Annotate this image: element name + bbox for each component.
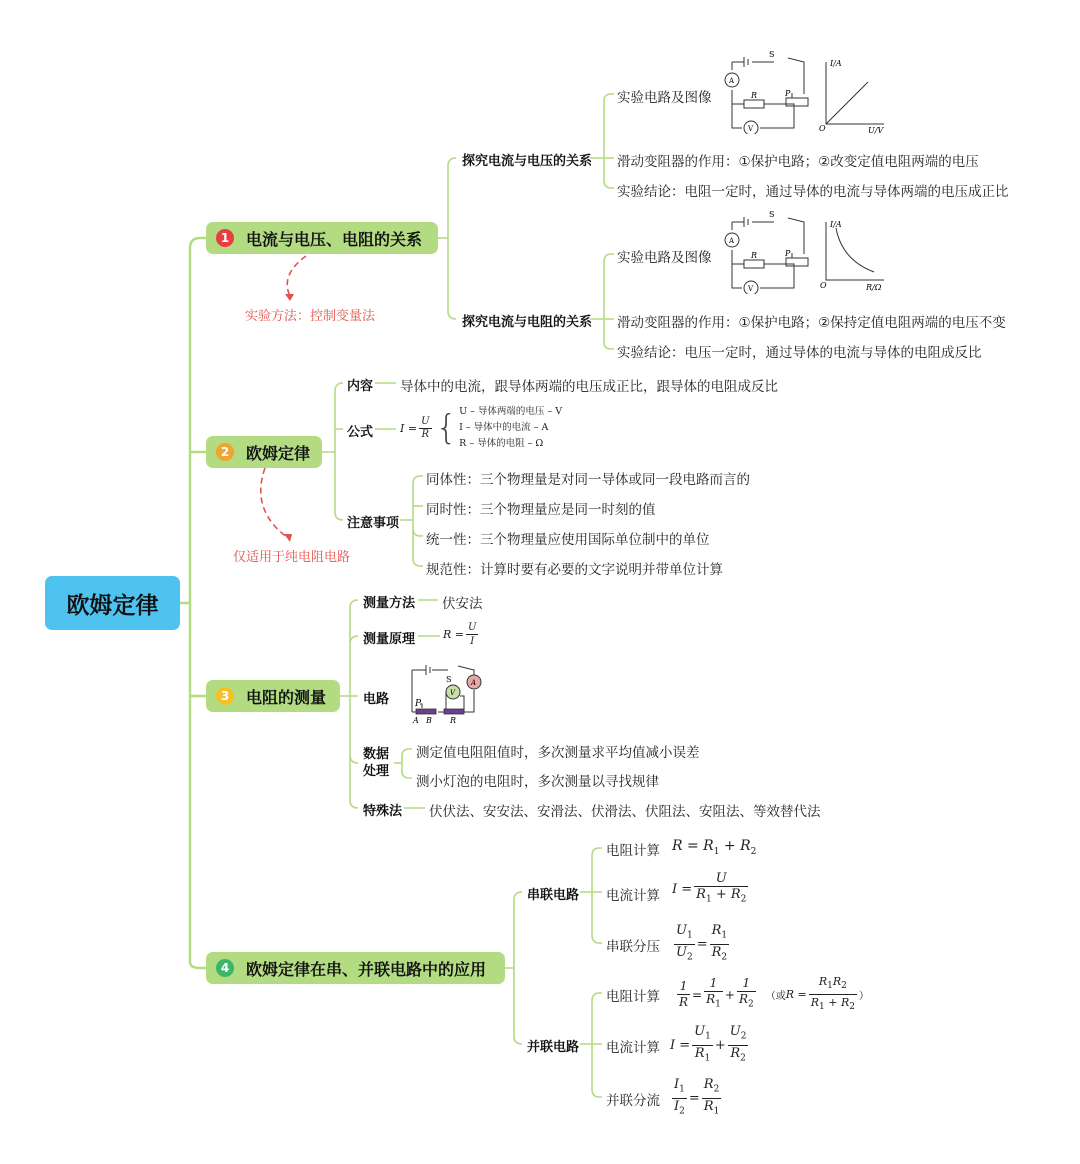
leaf-special-text: 伏伏法、安安法、安滑法、伏滑法、伏阻法、安阻法、等效替代法	[429, 804, 821, 820]
brace-icon: {	[435, 408, 458, 448]
leaf-note-4: 规范性：计算时要有必要的文字说明并带单位计算	[426, 562, 723, 578]
sub-resistance-relation[interactable]: 探究电流与电阻的关系	[462, 315, 593, 330]
voltmeter-label-2: V	[748, 285, 754, 293]
sub-series[interactable]: 串联电路	[527, 888, 580, 903]
formula-def-u: U – 导体两端的电压 – V	[459, 406, 563, 417]
circuit-diagram-3	[408, 660, 486, 726]
leaf-conclusion-2: 实验结论：电压一定时，通过导体的电流与导体的电阻成反比	[617, 345, 982, 361]
graph-iu-origin: O	[819, 124, 826, 133]
formula-def-i: I – 导体中的电流 – A	[459, 422, 549, 433]
ohm-formula	[400, 404, 562, 452]
circuit-diagram-2	[722, 208, 812, 294]
formula-defs	[459, 404, 562, 452]
leaf-parallel-current: 电流计算	[606, 1040, 660, 1056]
switch-label-2: S	[769, 210, 775, 219]
sub-special[interactable]: 特殊法	[363, 804, 403, 819]
leaf-method-text: 伏安法	[442, 596, 483, 612]
resistor-label-2: R	[751, 251, 758, 260]
number-badge-1: 1	[216, 229, 234, 247]
resistor-label-3: R	[450, 716, 457, 725]
leaf-note-3: 统一性：三个物理量应使用国际单位制中的单位	[426, 532, 710, 548]
leaf-series-resistance: 电阻计算	[606, 843, 660, 859]
leaf-note-1: 同体性：三个物理量是对同一导体或同一段电路而言的	[426, 472, 750, 488]
number-badge-4: 4	[216, 959, 234, 977]
sub-parallel[interactable]: 并联电路	[527, 1040, 580, 1055]
ammeter-label-1: A	[729, 77, 735, 85]
slider-label-3: P	[415, 699, 422, 709]
leaf-note-2: 同时性：三个物理量应是同一时刻的值	[426, 502, 656, 518]
graph-ir-xlabel: R/Ω	[866, 283, 882, 292]
ammeter-label-3: A	[471, 679, 477, 687]
leaf-conclusion-1: 实验结论：电阻一定时，通过导体的电流与导体两端的电压成正比	[617, 184, 1009, 200]
parallel-resistance-formula: $\frac{1}{R}$ = $\frac{1}{R_1}$ + $\frac{1}{R_2}$ （或 R = $\frac{R_1R_2}{R_1 + R_2}$ ）	[679, 975, 869, 1013]
sub-method[interactable]: 测量方法	[363, 596, 416, 611]
root-node[interactable]: 欧姆定律	[45, 576, 180, 630]
note-arrowheads	[284, 294, 294, 542]
voltmeter-label-3: V	[450, 689, 456, 697]
sub-data-line1: 数据	[363, 747, 390, 762]
parallel-alt-prefix: （或	[765, 991, 786, 1003]
sub-data-line2: 处理	[363, 764, 390, 779]
branch-2-node[interactable]	[206, 436, 322, 468]
series-divider-formula: $\frac{U_1}{U_2}$ = $\frac{R_1}{R_2}$	[676, 923, 728, 963]
graph-ir-origin: O	[820, 281, 827, 290]
branch-2-label: 欧姆定律	[245, 443, 310, 463]
parallel-current-formula: I = $\frac{U_1}{R_1}$ + $\frac{U_2}{R_2}$	[670, 1024, 747, 1064]
branch-1-label: 电流与电压、电阻的关系	[246, 229, 423, 249]
sub-circuit[interactable]: 电路	[363, 692, 390, 707]
terminal-a-label: A	[413, 716, 419, 725]
branch-1-node[interactable]	[206, 222, 438, 254]
slider-label-2: P	[785, 249, 791, 258]
sub-data-processing[interactable]	[363, 746, 389, 780]
switch-label-3: S	[446, 675, 452, 684]
leaf-circuit-graph-2: 实验电路及图像	[617, 250, 712, 266]
leaf-content-text: 导体中的电流，跟导体两端的电压成正比，跟导体的电阻成反比	[400, 379, 778, 395]
formula-fraction: $\frac{U}{R}$	[421, 415, 430, 440]
branch-3-label: 电阻的测量	[246, 687, 327, 707]
number-badge-3: 3	[216, 687, 234, 705]
leaf-parallel-resistance: 电阻计算	[606, 989, 660, 1005]
graph-iu	[818, 56, 890, 136]
sub-principle[interactable]: 测量原理	[363, 632, 416, 647]
sub-content[interactable]: 内容	[347, 379, 374, 394]
sub-notes[interactable]: 注意事项	[347, 516, 400, 531]
note-arrows	[261, 256, 306, 538]
resistor-label-1: R	[751, 91, 758, 100]
leaf-rheostat-role-1: 滑动变阻器的作用：①保护电路；②改变定值电阻两端的电压	[617, 154, 979, 170]
circuit-diagram-1	[722, 48, 812, 134]
leaf-circuit-graph-1: 实验电路及图像	[617, 90, 712, 106]
series-current-formula: I = $\frac{U}{R_1 + R_2}$	[672, 871, 747, 905]
leaf-rheostat-role-2: 滑动变阻器的作用：①保护电路；②保持定值电阻两端的电压不变	[617, 315, 1006, 331]
ammeter-label-2: A	[729, 237, 735, 245]
switch-label-1: S	[769, 50, 775, 59]
formula-def-r: R – 导体的电阻 – Ω	[459, 438, 544, 449]
leaf-data-2: 测小灯泡的电阻时，多次测量以寻找规律	[416, 774, 659, 790]
branch-4-label: 欧姆定律在串、并联电路中的应用	[246, 959, 487, 979]
formula-lhs: I =	[400, 421, 418, 435]
branch-1-note: 实验方法：控制变量法	[245, 309, 376, 324]
graph-ir-ylabel: I/A	[830, 220, 842, 229]
main-connectors	[180, 238, 206, 968]
leaf-parallel-divider: 并联分流	[606, 1093, 660, 1109]
leaf-series-current: 电流计算	[606, 888, 660, 904]
leaf-data-1: 测定值电阻阻值时，多次测量求平均值减小误差	[416, 745, 700, 761]
graph-iu-xlabel: U/V	[868, 126, 884, 135]
branch-4-node[interactable]	[206, 952, 505, 984]
sub-voltage-relation[interactable]: 探究电流与电压的关系	[462, 154, 593, 169]
principle-formula: R = $\frac{U}{I}$	[443, 622, 477, 647]
number-badge-2: 2	[216, 443, 234, 461]
terminal-b-label: B	[426, 716, 432, 725]
leaf-series-divider: 串联分压	[606, 939, 660, 955]
parallel-alt-suffix: ）	[859, 991, 869, 1003]
slider-label-1: P	[785, 89, 791, 98]
graph-iu-ylabel: I/A	[830, 59, 842, 68]
parallel-divider-formula: $\frac{I_1}{I_2}$ = $\frac{R_2}{R_1}$	[674, 1077, 720, 1117]
branch-2-note: 仅适用于纯电阻电路	[233, 550, 351, 565]
series-resistance-formula: $R = R_1 + R_2$	[672, 838, 757, 857]
voltmeter-label-1: V	[748, 125, 754, 133]
branch-3-node[interactable]	[206, 680, 340, 712]
graph-ir	[818, 216, 894, 296]
sub-formula[interactable]: 公式	[347, 425, 374, 440]
